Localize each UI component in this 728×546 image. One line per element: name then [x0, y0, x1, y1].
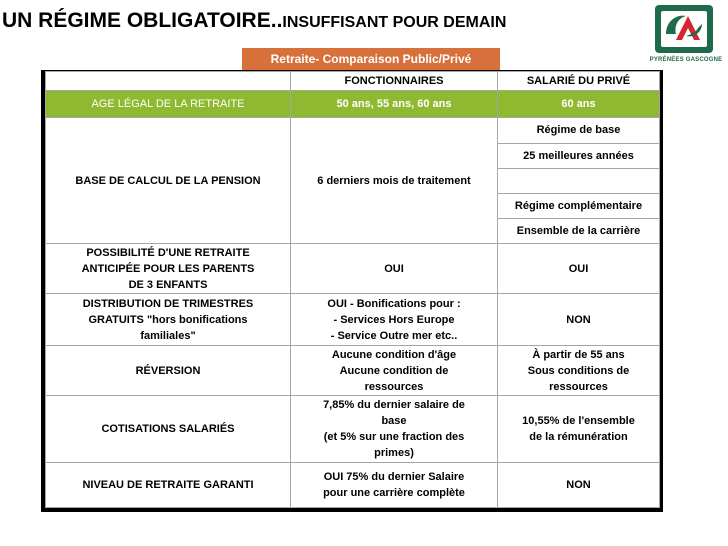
credit-agricole-logo — [646, 2, 726, 70]
age-label: AGE LÉGAL DE LA RETRAITE — [46, 91, 291, 118]
table-row — [46, 294, 660, 346]
page-title — [2, 9, 506, 33]
row-public: Aucune condition d'âge Aucune condition de ressources — [291, 346, 498, 396]
base-row — [46, 118, 660, 244]
row-public: 7,85% du dernier salaire de base (et 5% sur une fraction des primes) — [291, 396, 498, 463]
base-private-cell — [498, 118, 660, 244]
base-private-line: Ensemble de la carrière — [516, 224, 641, 237]
base-public: 6 derniers mois de traitement — [291, 118, 498, 244]
row-label: NIVEAU DE RETRAITE GARANTI — [46, 463, 291, 508]
base-label: BASE DE CALCUL DE LA PENSION — [46, 118, 291, 244]
age-row — [46, 91, 660, 118]
base-private-line: Régime complémentaire — [498, 193, 659, 218]
row-private: NON — [498, 294, 660, 346]
comparison-table — [45, 71, 660, 508]
row-label: DISTRIBUTION DE TRIMESTRES GRATUITS "hors bonifications familiales" — [46, 294, 291, 346]
row-public: OUI - Bonifications pour : - Services Hors Europe - Service Outre mer etc.. — [291, 294, 498, 346]
age-public: 50 ans, 55 ans, 60 ans — [291, 91, 498, 118]
logo-caption: PYRÉNÉES GASCOGNE — [649, 57, 723, 63]
header-private: SALARIÉ DU PRIVÉ — [498, 72, 660, 91]
base-private-line: 25 meilleures années — [498, 143, 659, 168]
title-main: UN RÉGIME OBLIGATOIRE.. — [2, 9, 283, 32]
row-public: OUI — [291, 244, 498, 294]
table-row — [46, 244, 660, 294]
base-private-subtable — [498, 118, 659, 243]
row-public: OUI 75% du dernier Salaire pour une carrière complète — [291, 463, 498, 508]
age-private: 60 ans — [498, 91, 660, 118]
table-header-row — [46, 72, 660, 91]
row-private: NON — [498, 463, 660, 508]
row-label: RÉVERSION — [46, 346, 291, 396]
table-row — [46, 463, 660, 508]
row-label: POSSIBILITÉ D'UNE RETRAITE ANTICIPÉE POUR LES PARENTS DE 3 ENFANTS — [46, 244, 291, 294]
row-private: À partir de 55 ans Sous conditions de ressources — [498, 346, 660, 396]
row-private: OUI — [498, 244, 660, 294]
comparison-banner: Retraite- Comparaison Public/Privé — [242, 48, 500, 70]
table-row — [46, 396, 660, 463]
row-label: COTISATIONS SALARIÉS — [46, 396, 291, 463]
header-public: FONCTIONNAIRES — [291, 72, 498, 91]
title-rest: INSUFFISANT POUR DEMAIN — [282, 14, 507, 31]
base-private-line — [498, 168, 659, 193]
logo-icon — [652, 2, 718, 56]
row-private: 10,55% de l'ensemble de la rémunération — [498, 396, 660, 463]
header-empty — [46, 72, 291, 91]
table-row — [46, 346, 660, 396]
base-private-line: Régime de base — [498, 118, 659, 143]
